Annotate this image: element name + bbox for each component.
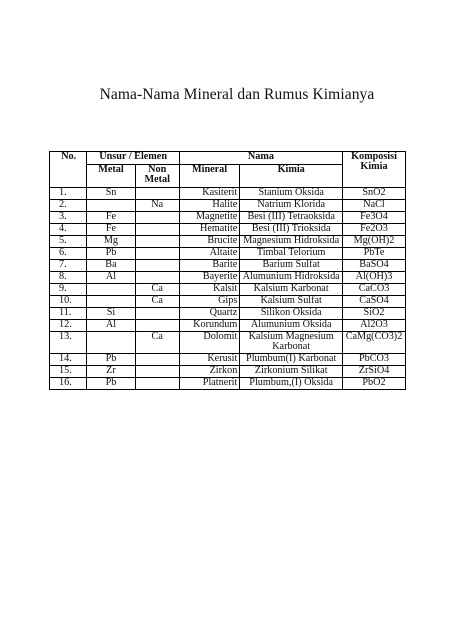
cell-no: 6. <box>50 248 87 260</box>
cell-kimia: Alumunium Oksida <box>240 320 343 332</box>
cell-metal: Mg <box>87 236 135 248</box>
cell-mineral: Magnetite <box>179 212 239 224</box>
cell-metal <box>87 284 135 296</box>
cell-kimia: Silikon Oksida <box>240 308 343 320</box>
table-row <box>50 236 406 248</box>
table-row <box>50 332 406 354</box>
header-unsur-elemen: Unsur / Elemen <box>87 152 179 165</box>
cell-komposisi: Al2O3 <box>343 320 406 332</box>
cell-metal: Al <box>87 272 135 284</box>
cell-no: 13. <box>50 332 87 354</box>
cell-non-metal: Ca <box>135 284 179 296</box>
cell-non-metal <box>135 320 179 332</box>
cell-komposisi: PbCO3 <box>343 353 406 365</box>
cell-kimia: Stanium Oksida <box>240 188 343 200</box>
cell-metal: Fe <box>87 212 135 224</box>
table-row <box>50 377 406 389</box>
header-non-metal: Non Metal <box>135 165 179 188</box>
cell-non-metal <box>135 212 179 224</box>
cell-mineral: Brucite <box>179 236 239 248</box>
cell-no: 16. <box>50 377 87 389</box>
table-row <box>50 353 406 365</box>
table-row <box>50 320 406 332</box>
cell-no: 11. <box>50 308 87 320</box>
cell-no: 12. <box>50 320 87 332</box>
cell-komposisi: BaSO4 <box>343 260 406 272</box>
cell-kimia: Magnesium Hidroksida <box>240 236 343 248</box>
cell-no: 10. <box>50 296 87 308</box>
cell-mineral: Platnerit <box>179 377 239 389</box>
cell-no: 3. <box>50 212 87 224</box>
cell-non-metal <box>135 188 179 200</box>
mineral-table <box>49 151 406 390</box>
header-metal: Metal <box>87 165 135 188</box>
cell-non-metal <box>135 377 179 389</box>
cell-mineral: Kerusit <box>179 353 239 365</box>
cell-komposisi: Fe3O4 <box>343 212 406 224</box>
cell-komposisi: Mg(OH)2 <box>343 236 406 248</box>
cell-kimia: Timbal Telorium <box>240 248 343 260</box>
header-nama: Nama <box>179 152 342 165</box>
cell-no: 8. <box>50 272 87 284</box>
cell-komposisi: Fe2O3 <box>343 224 406 236</box>
cell-non-metal <box>135 260 179 272</box>
cell-kimia: Natrium Klorida <box>240 200 343 212</box>
cell-kimia: Zirkonium Silikat <box>240 365 343 377</box>
cell-non-metal <box>135 248 179 260</box>
table-row <box>50 260 406 272</box>
cell-metal: Si <box>87 308 135 320</box>
cell-mineral: Bayerite <box>179 272 239 284</box>
cell-non-metal <box>135 308 179 320</box>
cell-komposisi: Al(OH)3 <box>343 272 406 284</box>
cell-metal <box>87 200 135 212</box>
table-row <box>50 284 406 296</box>
cell-komposisi: CaMg(CO3)2 <box>343 332 406 354</box>
cell-mineral: Halite <box>179 200 239 212</box>
cell-no: 1. <box>50 188 87 200</box>
cell-metal: Pb <box>87 377 135 389</box>
cell-metal <box>87 332 135 354</box>
cell-mineral: Zirkon <box>179 365 239 377</box>
cell-mineral: Quartz <box>179 308 239 320</box>
cell-no: 2. <box>50 200 87 212</box>
cell-kimia: Alumunium Hidroksida <box>240 272 343 284</box>
cell-komposisi: CaSO4 <box>343 296 406 308</box>
cell-no: 4. <box>50 224 87 236</box>
cell-no: 15. <box>50 365 87 377</box>
cell-mineral: Korundum <box>179 320 239 332</box>
header-kimia: Kimia <box>240 165 343 188</box>
cell-metal: Pb <box>87 248 135 260</box>
cell-metal: Zr <box>87 365 135 377</box>
cell-non-metal <box>135 272 179 284</box>
cell-mineral: Gips <box>179 296 239 308</box>
table-row <box>50 200 406 212</box>
table-row <box>50 308 406 320</box>
cell-kimia: Besi (III) Tetraoksida <box>240 212 343 224</box>
cell-kimia: Barium Sulfat <box>240 260 343 272</box>
cell-metal <box>87 296 135 308</box>
cell-no: 7. <box>50 260 87 272</box>
cell-mineral: Kalsit <box>179 284 239 296</box>
table-row <box>50 212 406 224</box>
cell-kimia: Kalsium Sulfat <box>240 296 343 308</box>
table-row <box>50 296 406 308</box>
cell-komposisi: PbTe <box>343 248 406 260</box>
document-title: Nama-Nama Mineral dan Rumus Kimianya <box>99 86 375 103</box>
cell-non-metal <box>135 353 179 365</box>
header-mineral: Mineral <box>179 165 239 188</box>
header-komposisi-kimia: Komposisi Kimia <box>343 152 406 188</box>
cell-mineral: Hematite <box>179 224 239 236</box>
cell-non-metal: Na <box>135 200 179 212</box>
table-row <box>50 224 406 236</box>
cell-no: 5. <box>50 236 87 248</box>
cell-kimia: Plumbum(I) Karbonat <box>240 353 343 365</box>
cell-kimia: Plumbum,(I) Oksida <box>240 377 343 389</box>
cell-non-metal <box>135 224 179 236</box>
cell-mineral: Kasiterit <box>179 188 239 200</box>
cell-metal: Ba <box>87 260 135 272</box>
table-row <box>50 365 406 377</box>
table-row <box>50 248 406 260</box>
cell-metal: Sn <box>87 188 135 200</box>
table-header-row <box>50 152 406 165</box>
cell-non-metal: Ca <box>135 296 179 308</box>
cell-komposisi: PbO2 <box>343 377 406 389</box>
cell-komposisi: SnO2 <box>343 188 406 200</box>
cell-metal: Al <box>87 320 135 332</box>
cell-non-metal: Ca <box>135 332 179 354</box>
cell-metal: Pb <box>87 353 135 365</box>
table-body <box>50 188 406 390</box>
cell-komposisi: ZrSiO4 <box>343 365 406 377</box>
table-row <box>50 272 406 284</box>
cell-komposisi: SiO2 <box>343 308 406 320</box>
cell-mineral: Barite <box>179 260 239 272</box>
table-row <box>50 188 406 200</box>
cell-no: 9. <box>50 284 87 296</box>
cell-metal: Fe <box>87 224 135 236</box>
cell-kimia: Kalsium Magnesium Karbonat <box>240 332 343 354</box>
cell-kimia: Besi (III) Trioksida <box>240 224 343 236</box>
cell-non-metal <box>135 365 179 377</box>
cell-kimia: Kalsium Karbonat <box>240 284 343 296</box>
cell-non-metal <box>135 236 179 248</box>
cell-mineral: Dolomit <box>179 332 239 354</box>
cell-komposisi: NaCl <box>343 200 406 212</box>
header-no: No. <box>50 152 87 188</box>
cell-mineral: Altaite <box>179 248 239 260</box>
cell-no: 14. <box>50 353 87 365</box>
cell-komposisi: CaCO3 <box>343 284 406 296</box>
